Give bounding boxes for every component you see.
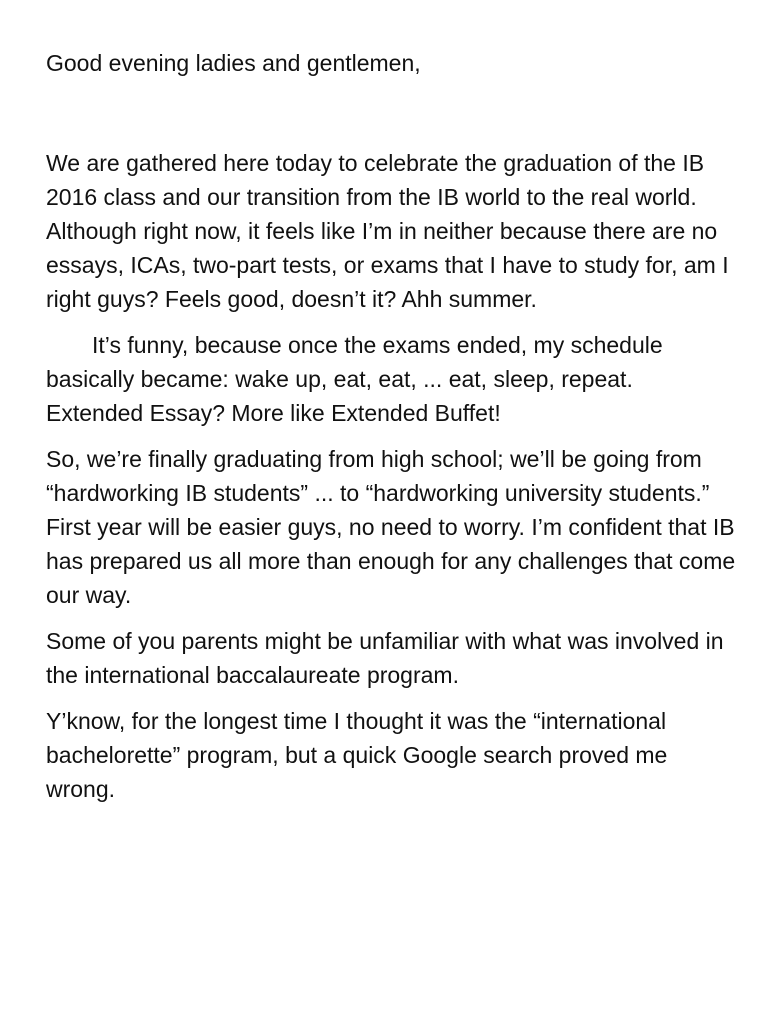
greeting-line: Good evening ladies and gentlemen, [46,50,421,76]
paragraph-bachelorette: Y’know, for the longest time I thought it was the “international bachelorette” program, but a quick Google search proved me wrong. [46,708,668,802]
paragraph-graduating: So, we’re finally graduating from high school; we’ll be going from “hardworking IB students” ... to “hardworking university students.” First year will be easier guys, no need to worry. I’m confident that IB has prepared us all more than enough for any challenges that come our way. [46,446,736,608]
paragraph-parents: Some of you parents might be unfamiliar with what was involved in the international baccalaureate program. [46,628,724,688]
document-page [46,46,736,818]
paragraph-exams-ended: It’s funny, because once the exams ended, my schedule basically became: wake up, eat, eat, ... eat, sleep, repeat. Extended Essay? More like Extended Buffet! [46,332,663,426]
paragraph-graduation: We are gathered here today to celebrate the graduation of the IB 2016 class and our transition from the IB world to the real world. Although right now, it feels like I’m in neither because there are no essays, ICAs, two-part tests, or exams that I have to study for, am I right guys? Feels good, doesn’t it? Ahh summer. [46,150,729,312]
